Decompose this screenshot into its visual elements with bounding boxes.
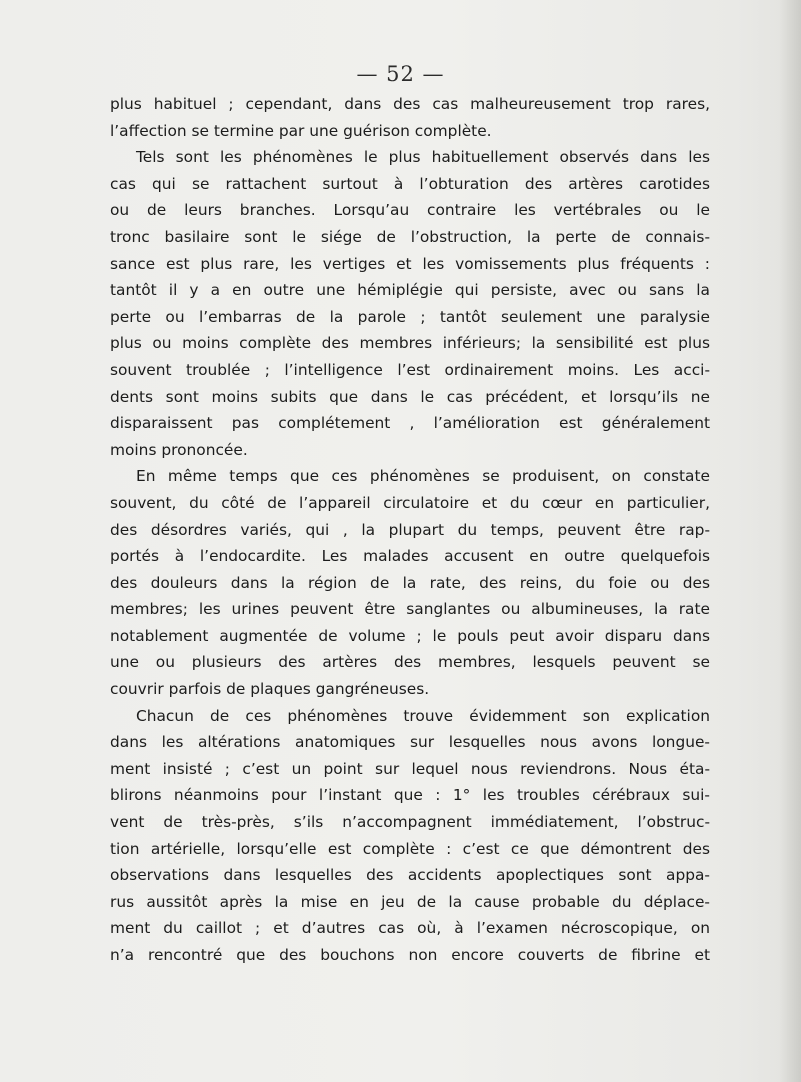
text-line: disparaissent pas complétement , l’amélioration est généralement <box>110 414 710 433</box>
text-line: ment du caillot ; et d’autres cas où, à l’examen nécroscopique, on <box>110 919 710 938</box>
text-line: dans les altérations anatomiques sur lesquelles nous avons longue- <box>110 733 710 752</box>
text-line: moins prononcée. <box>110 440 248 459</box>
text-line: membres; les urines peuvent être sanglantes ou albumineuses, la rate <box>110 600 710 619</box>
text-line: perte ou l’embarras de la parole ; tantôt seulement une paralysie <box>110 307 710 326</box>
text-line: ou de leurs branches. Lorsqu’au contraire les vertébrales ou le <box>110 201 710 220</box>
text-line: une ou plusieurs des artères des membres, lesquels peuvent se <box>110 653 710 672</box>
text-line: plus habituel ; cependant, dans des cas malheureusement trop rares, <box>110 95 710 113</box>
body-text <box>110 91 710 969</box>
page-edge-shadow <box>779 0 801 1082</box>
text-line: souvent troublée ; l’intelligence l’est ordinairement moins. Les acci- <box>110 360 710 379</box>
text-line: dents sont moins subits que dans le cas précédent, et lorsqu’ils ne <box>110 387 710 406</box>
text-line: notablement augmentée de volume ; le pouls peut avoir disparu dans <box>110 626 710 645</box>
text-line: En même temps que ces phénomènes se produisent, on constate <box>136 467 710 486</box>
text-line: observations dans lesquelles des accidents apoplectiques sont appa- <box>110 866 710 885</box>
text-line: Chacun de ces phénomènes trouve évidemment son explication <box>136 706 710 725</box>
text-line: tion artérielle, lorsqu’elle est complète : c’est ce que démontrent des <box>110 839 710 858</box>
text-line: tronc basilaire sont le siége de l’obstruction, la perte de connais- <box>110 227 710 246</box>
text-line: vent de très-près, s’ils n’accompagnent immédiatement, l’obstruc- <box>110 813 710 832</box>
text-line: Tels sont les phénomènes le plus habituellement observés dans les <box>136 148 710 167</box>
text-line: blirons néanmoins pour l’instant que : 1° les troubles cérébraux sui- <box>110 786 710 805</box>
text-line: couvrir parfois de plaques gangréneuses. <box>110 680 430 699</box>
text-line: n’a rencontré que des bouchons non encore couverts de fibrine et <box>110 946 710 964</box>
text-line: rus aussitôt après la mise en jeu de la cause probable du déplace- <box>110 892 710 911</box>
text-line: plus ou moins complète des membres inférieurs; la sensibilité est plus <box>110 334 710 353</box>
text-line: sance est plus rare, les vertiges et les vomissements plus fréquents : <box>110 254 710 273</box>
text-line: souvent, du côté de l’appareil circulatoire et du cœur en particulier, <box>110 493 710 512</box>
text-line: portés à l’endocardite. Les malades accusent en outre quelquefois <box>110 547 710 566</box>
text-line: ment insisté ; c’est un point sur lequel nous reviendrons. Nous éta- <box>110 759 710 778</box>
text-line: l’affection se termine par une guérison complète. <box>110 121 492 140</box>
text-line: tantôt il y a en outre une hémiplégie qui persiste, avec ou sans la <box>110 281 710 300</box>
page-number: — 52 — <box>356 62 445 86</box>
text-line: des douleurs dans la région de la rate, des reins, du foie ou des <box>110 573 710 592</box>
text-line: des désordres variés, qui , la plupart du temps, peuvent être rap- <box>110 520 710 539</box>
text-line: cas qui se rattachent surtout à l’obturation des artères carotides <box>110 174 710 193</box>
